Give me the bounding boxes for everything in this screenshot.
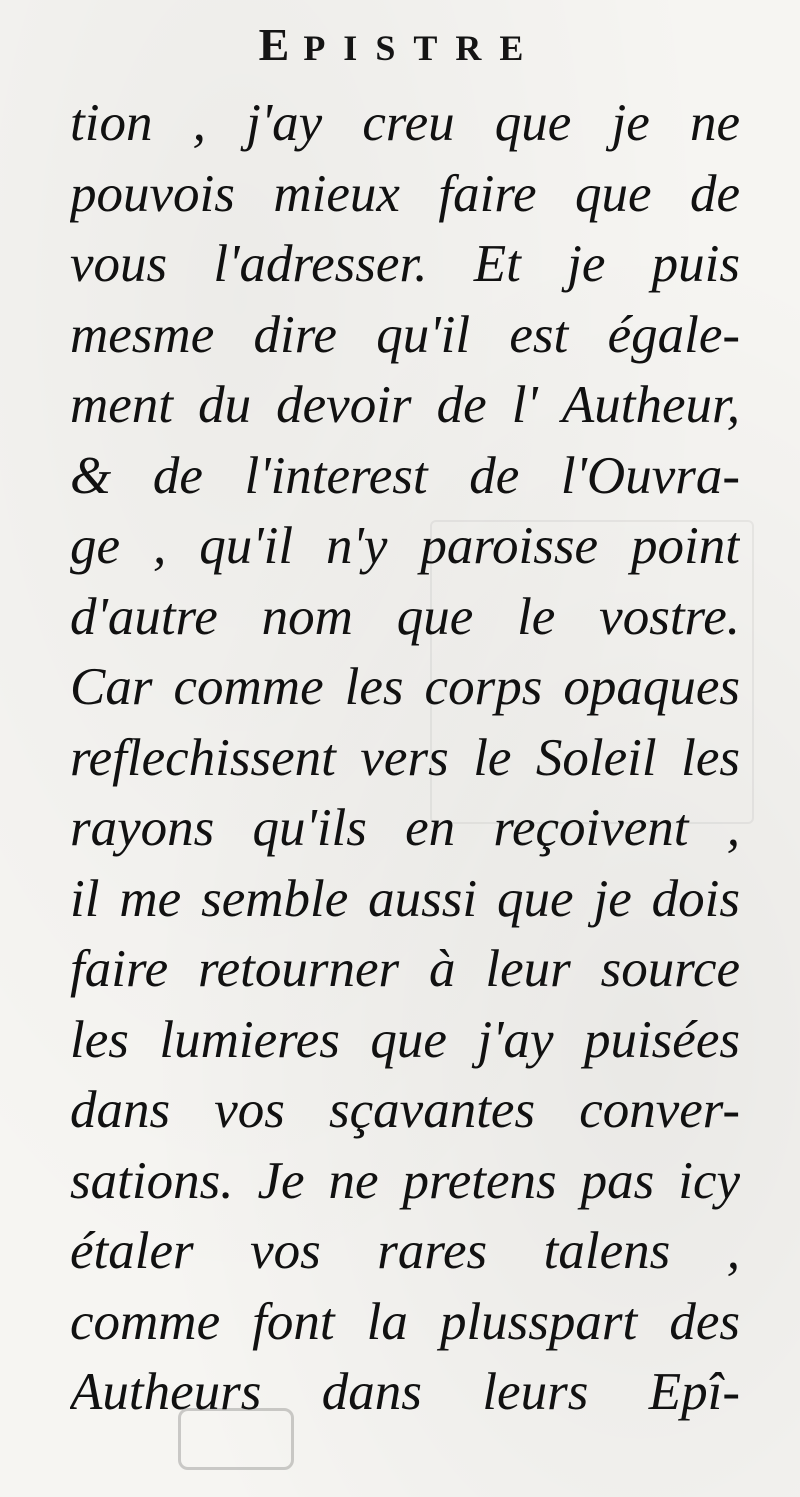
text-line: faire retourner à leur source [70, 940, 740, 998]
text-line: les lumieres que j'ay puisées [70, 1010, 740, 1069]
text-line: sations. Je ne pretens pas icy [70, 1151, 740, 1210]
text-line: ge , qu'il n'y paroisse point [70, 517, 740, 575]
text-line: mesme dire qu'il est égale- [70, 305, 740, 364]
text-line: d'autre nom que le vostre. [70, 587, 740, 646]
body-text [70, 88, 740, 1428]
text-line: dans vos sçavantes conver- [70, 1081, 740, 1139]
text-line: rayons qu'ils en reçoivent , [70, 799, 740, 857]
text-line: comme font la plusspart des [70, 1292, 740, 1351]
text-line: ment du devoir de l' Autheur, [70, 376, 740, 434]
text-line: Car comme les corps opaques [70, 658, 740, 716]
text-line: il me semble aussi que je dois [70, 869, 740, 928]
text-line: vous l'adresser. Et je puis [70, 235, 740, 293]
library-stamp-mark [178, 1408, 294, 1470]
text-line: Autheurs dans leurs Epî- [70, 1363, 740, 1421]
text-line: & de l'interest de l'Ouvra- [70, 446, 740, 505]
text-line: reflechissent vers le Soleil les [70, 728, 740, 787]
text-line: tion , j'ay creu que je ne [70, 94, 740, 152]
running-head-rest: PISTRE [303, 28, 542, 68]
text-line: pouvois mieux faire que de [70, 164, 740, 223]
running-head [0, 18, 800, 71]
running-head-initial: E [258, 19, 304, 70]
text-line: étaler vos rares talens , [70, 1222, 740, 1280]
